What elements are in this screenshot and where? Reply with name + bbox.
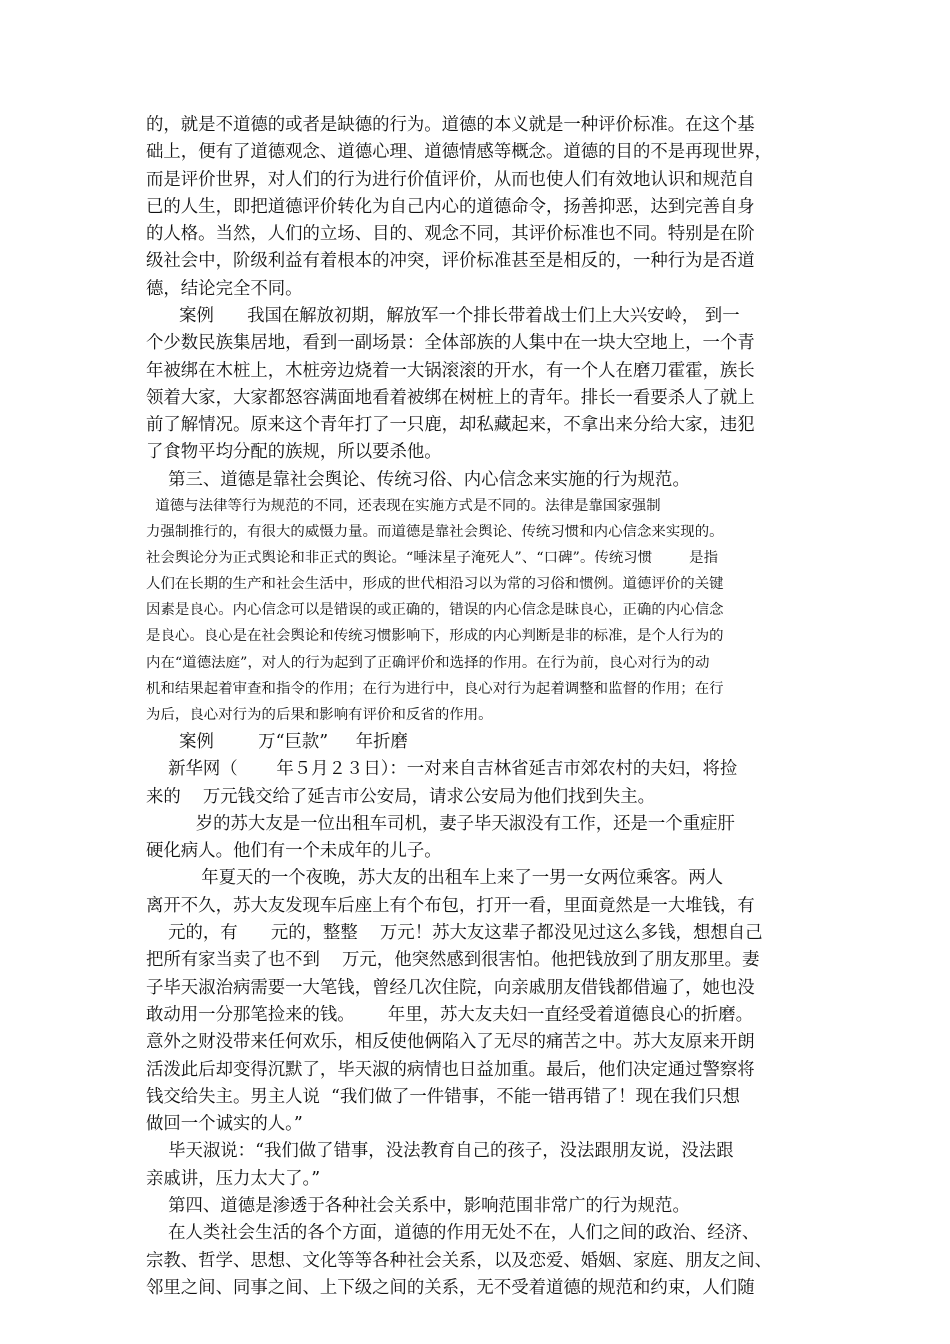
text-line: 机和结果起着审查和指令的作用；在行为进行中，良心对行为起着调整和监督的作用；在行 (146, 680, 724, 697)
text-line: 道德与法律等行为规范的不同，还表现在实施方式是不同的。法律是靠国家强制 (146, 498, 661, 514)
paragraph-case-money (146, 729, 814, 1193)
text-line: 新华网（ 年５月２３日）：一对来自吉林省延吉市郊农村的夫妇，将捡 (146, 759, 738, 780)
text-line: 的，就是不道德的或者是缺德的行为。道德的本义就是一种评价标准。在这个基 (146, 115, 755, 135)
text-line: 领着大家，大家都怒容满面地看着被绑在树桩上的青年。排长一看要杀人了就上 (146, 387, 755, 408)
text-line: 第四、道德是渗透于各种社会关系中，影响范围非常广的行为规范。 (146, 1196, 690, 1216)
text-line: 了食物平均分配的族规，所以要杀他。 (146, 442, 442, 463)
text-line: 人们在长期的生产和社会生活中，形成的世代相沿习以为常的习俗和惯例。道德评价的关键 (146, 576, 724, 593)
text-line: 个少数民族集居地，看到一副场景：全体部族的人集中在一块大空地上，一个青 (146, 333, 755, 354)
text-line: 硬化病人。他们有一个未成年的儿子。 (146, 841, 442, 862)
text-line: 的人格。当然，人们的立场、目的、观念不同，其评价标准也不同。特别是在阶 (146, 224, 755, 245)
text-line: 活泼此后却变得沉默了，毕天淑的病情也日益加重。最后，他们决定通过警察将 (146, 1059, 755, 1080)
text-line: 年被绑在木桩上，木桩旁边烧着一大锅滚滚的开水，有一个人在磨刀霍霍，族长 (146, 360, 755, 381)
text-line: 案例 我国在解放初期，解放军一个排长带着战士们上大兴安岭， 到一 (146, 306, 740, 326)
text-line: 前了解情况。原来这个青年打了一只鹿，却私藏起来，不拿出来分给大家，违犯 (146, 415, 755, 436)
text-line: 社会舆论分为正式舆论和非正式的舆论。“唾沫星子淹死人”、“口碑”。传统习惯 是指 (146, 550, 719, 567)
text-line: 德，结论完全不同。 (146, 278, 303, 299)
paragraph-case-daxinganling (146, 303, 814, 467)
text-line: 亲戚讲，压力太大了。” (146, 1168, 321, 1189)
paragraph-moral-evaluation (146, 112, 814, 303)
text-line: 离开不久，苏大友发现车后座上有个布包，打开一看，里面竟然是一大堆钱，有 (146, 895, 755, 916)
text-line: 力强制推行的，有很大的威慑力量。而道德是靠社会舆论、传统习惯和内心信念来实现的。 (146, 524, 724, 541)
text-line: 已的人生，即把道德评价转化为自己内心的道德命令，扬善抑恶，达到完善自身 (146, 196, 755, 217)
text-line: 是良心。良心是在社会舆论和传统习惯影响下，形成的内心判断是非的标准，是个人行为的 (146, 628, 724, 645)
text-line: 础上，便有了道德观念、道德心理、道德情感等概念。道德的目的不是再现世界， (146, 142, 773, 163)
paragraph-implementation (146, 493, 814, 728)
text-line: 在人类社会生活的各个方面，道德的作用无处不在，人们之间的政治、经济、 (146, 1223, 760, 1244)
text-line: 邻里之间、同事之间、上下级之间的关系，无不受着道德的规范和约束，人们随 (146, 1277, 755, 1298)
text-line: 宗教、哲学、思想、文化等等各种社会关系，以及恋爱、婚姻、家庭、朋友之间、 (146, 1250, 773, 1271)
text-line: 内在“道德法庭”，对人的行为起到了正确评价和选择的作用。在行为前，良心对行为的动 (146, 654, 710, 671)
text-line: 敢动用一分那笔捡来的钱。 年里，苏大友夫妇一直经受着道德良心的折磨。 (146, 1004, 754, 1025)
paragraph-fourth (146, 1193, 814, 1302)
text-line: 案例 万“巨款” 年折磨 (146, 732, 408, 752)
text-line: 意外之财没带来任何欢乐，相反使他俩陷入了无尽的痛苦之中。苏大友原来开朗 (146, 1032, 755, 1053)
section-heading-third (146, 467, 814, 494)
text-line: 子毕天淑治病需要一大笔钱，曾经几次住院，向亲戚朋友借钱都借遍了，她也没 (146, 977, 755, 998)
text-line: 为后，良心对行为的后果和影响有评价和反省的作用。 (146, 706, 493, 723)
text-line: 级社会中，阶级利益有着根本的冲突，评价标准甚至是相反的，一种行为是否道 (146, 251, 755, 272)
text-line: 毕天淑说：“我们做了错事，没法教育自己的孩子，没法跟朋友说，没法跟 (146, 1141, 734, 1162)
text-line: 岁的苏大友是一位出租车司机，妻子毕天淑没有工作，还是一个重症肝 (146, 813, 735, 834)
text-line: 做回一个诚实的人。” (146, 1114, 303, 1135)
text-line: 来的 万元钱交给了延吉市公安局，请求公安局为他们找到失主。 (146, 786, 656, 807)
text-line: 年夏天的一个夜晚，苏大友的出租车上来了一男一女两位乘客。两人 (146, 868, 724, 889)
text-line: 而是评价世界，对人们的行为进行价值评价，从而也使人们有效地认识和规范自 (146, 169, 755, 190)
text-line: 第三、道德是靠社会舆论、传统习俗、内心信念来实施的行为规范。 (146, 470, 690, 490)
text-line: 钱交给失主。男主人说 “我们做了一件错事，不能一错再错了！现在我们只想 (146, 1086, 740, 1107)
text-line: 因素是良心。内心信念可以是错误的或正确的，错误的内心信念是昧良心，正确的内心信念 (146, 602, 724, 619)
text-line: 元的，有 元的，整整 万元！苏大友这辈子都没见过这么多钱，想想自己 (146, 923, 763, 944)
text-line: 把所有家当卖了也不到 万元，他突然感到很害怕。他把钱放到了朋友那里。妻 (146, 950, 760, 971)
